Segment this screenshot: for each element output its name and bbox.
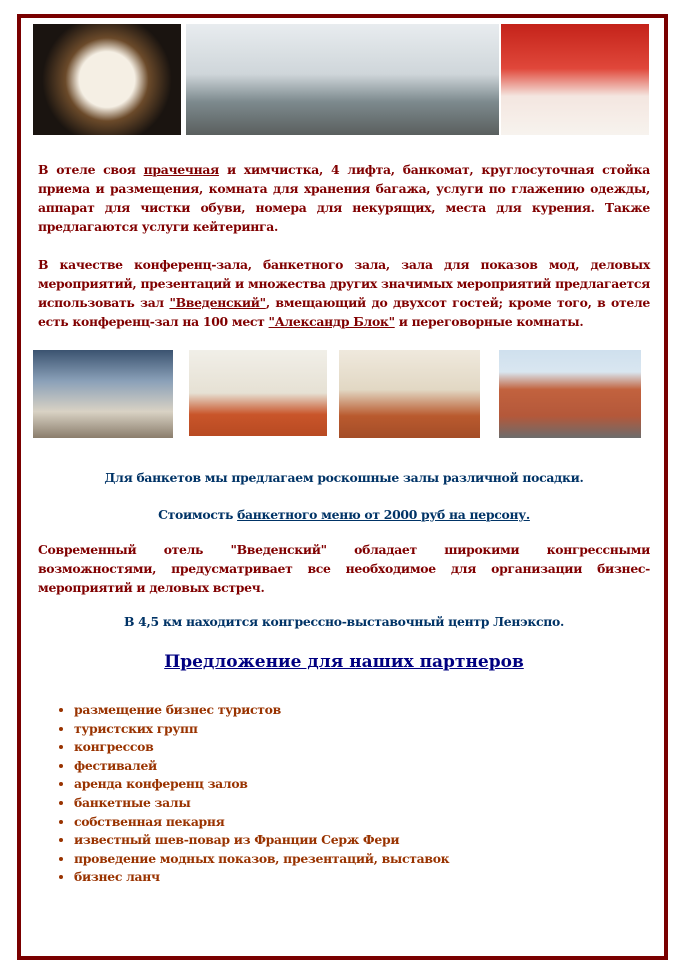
list-item: • собственная пекарня	[74, 813, 449, 832]
list-item: • фестивалей	[74, 757, 449, 776]
vvedensky-hall-link[interactable]: "Введенский"	[169, 295, 266, 310]
banquet-menu-link[interactable]: банкетного меню от 2000 руб на персону.	[237, 507, 530, 522]
hotel-building-photo	[499, 350, 641, 438]
list-item: • бизнес ланч	[74, 868, 449, 887]
congress-paragraph: Современный отель "Введенский" обладает широкими конгрессными возможностями, предусматривает все необходимое для организации бизнес-мероприятий и деловых встреч.	[38, 542, 650, 595]
list-item: • банкетные залы	[74, 794, 449, 813]
partners-list	[38, 701, 449, 887]
laundry-link[interactable]: прачечная	[143, 162, 219, 177]
amenities-paragraph: В отеле своя прачечная и химчистка, 4 лифта, банкомат, круглосуточная стойка приема и размещения, комната для хранения багажа, услуги по глажению одежды, аппарат для чистки обуви, номера для некурящих, места для курения. Также предлагаются услуги кейтеринга.	[38, 162, 650, 234]
strawberry-cake-photo	[501, 24, 649, 135]
conference-room-rows-photo	[339, 350, 480, 438]
banquet-hall-photo	[186, 24, 499, 135]
list-item: • проведение модных показов, презентаций, выставок	[74, 850, 449, 869]
list-item: • размещение бизнес туристов	[74, 701, 449, 720]
alexander-blok-hall-link[interactable]: "Александр Блок"	[268, 314, 395, 329]
glass-roof-hall-photo	[33, 350, 173, 438]
price-text: Стоимость банкетного меню от 2000 руб на персону.	[158, 507, 530, 522]
conference-paragraph: В качестве конференц-зала, банкетного зала, зала для показов мод, деловых мероприятий, презентаций и множества других значимых мероприятий предлагается использовать зал "Введенский", вмещающий до двухсот гостей; кроме того, в отеле есть конференц-зал на 100 мест "Александр Блок" и переговорные комнаты.	[38, 257, 650, 329]
dessert-photo	[33, 24, 181, 135]
list-item: • аренда конференц залов	[74, 775, 449, 794]
list-item: • туристских групп	[74, 720, 449, 739]
partners-heading: Предложение для наших партнеров	[164, 652, 524, 672]
conference-room-orange-chairs-photo	[189, 350, 327, 436]
lenexpo-text: В 4,5 км находится конгрессно-выставочный центр Ленэкспо.	[123, 614, 565, 629]
list-item: • известный шев-повар из Франции Серж Фери	[74, 831, 449, 850]
banquet-text: Для банкетов мы предлагаем роскошные залы различной посадки.	[104, 470, 584, 485]
list-item: • конгрессов	[74, 738, 449, 757]
